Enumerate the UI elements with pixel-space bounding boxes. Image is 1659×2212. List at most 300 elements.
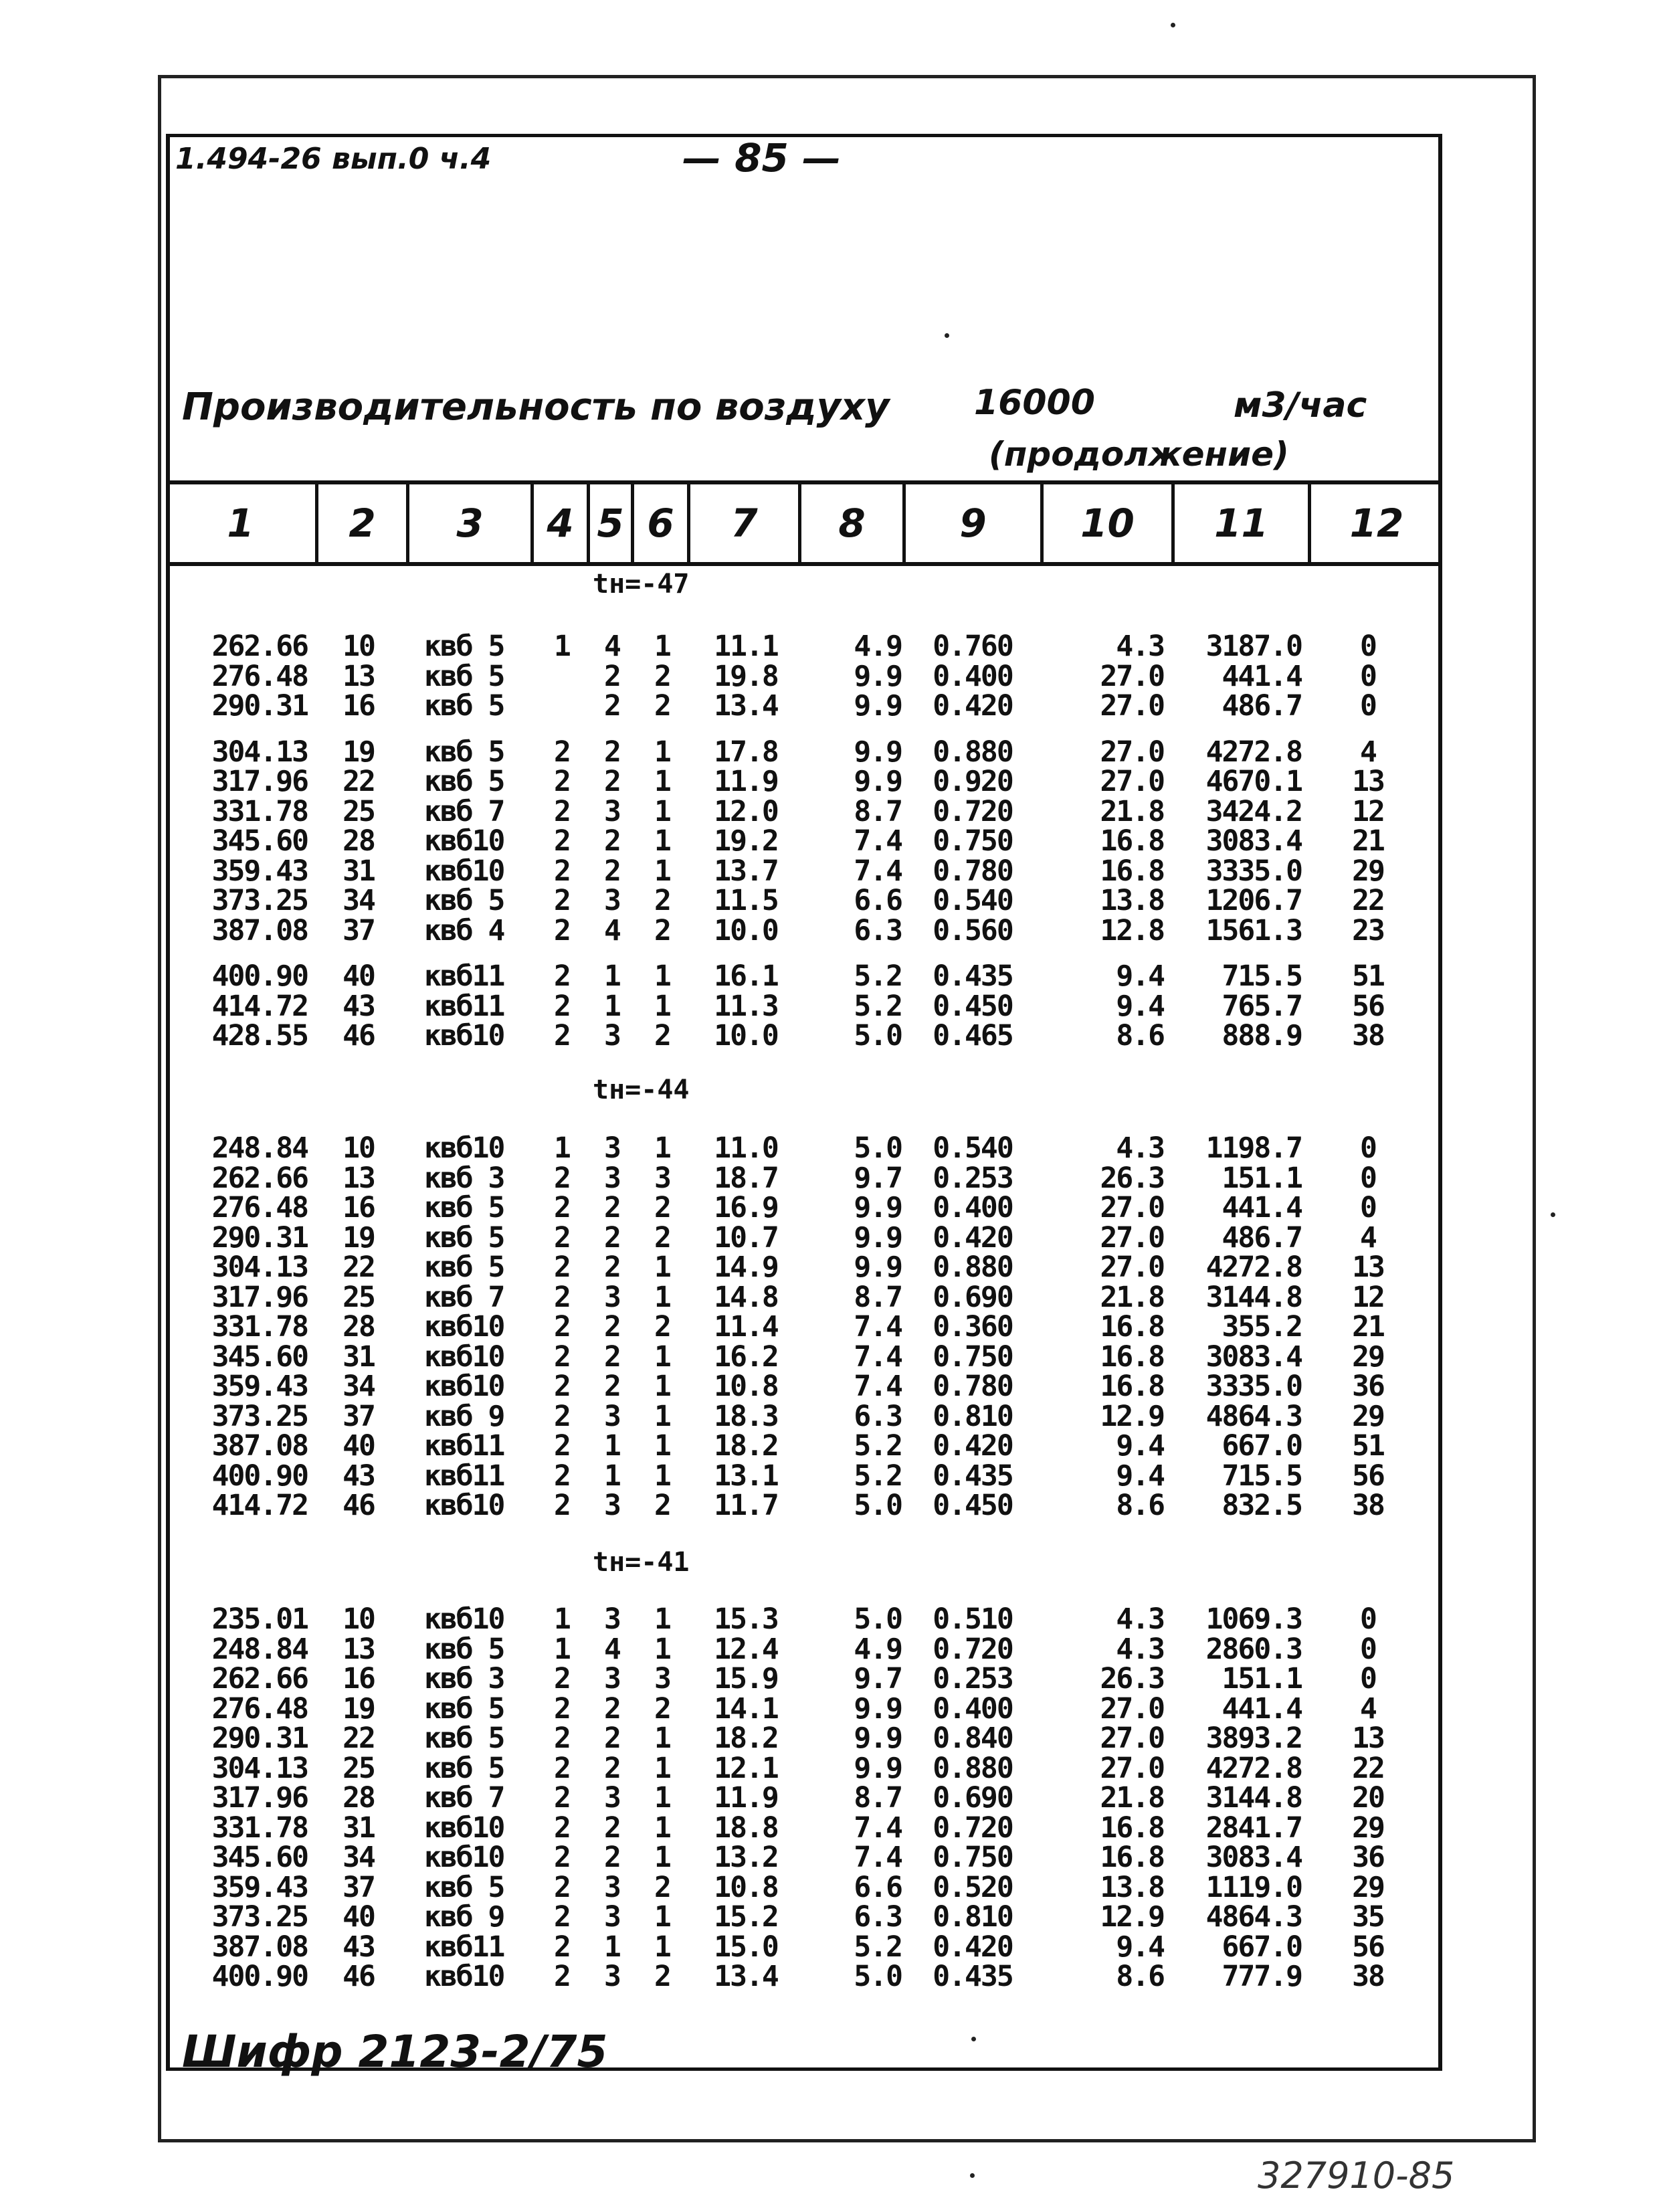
table-cell: 1 [654, 824, 670, 858]
table-cell: 12.9 [1100, 1900, 1164, 1934]
table-row [166, 1932, 1442, 1962]
table-cell: квб 7 [424, 1280, 504, 1314]
table-cell: 2 [554, 1429, 570, 1463]
table-cell: 18.7 [714, 1161, 778, 1195]
table-cell: 0.880 [933, 735, 1013, 769]
table-cell: 29 [1352, 854, 1384, 888]
table-cell: 13.1 [714, 1459, 778, 1493]
table-cell: 486.7 [1222, 689, 1302, 723]
table-cell: 1 [604, 1930, 620, 1964]
table-cell: 317.96 [211, 765, 308, 798]
table-cell: 1 [654, 1251, 670, 1284]
table-cell: 2 [554, 1870, 570, 1904]
section-rows [166, 632, 1442, 1051]
table-cell: 46 [343, 1019, 375, 1052]
table-cell: квб 5 [424, 1191, 504, 1224]
table-cell: 3 [604, 1960, 620, 1993]
table-cell: 331.78 [211, 794, 308, 828]
table-cell: 26.3 [1100, 1161, 1164, 1195]
table-cell: 6.6 [854, 884, 902, 917]
table-cell: 331.78 [211, 1310, 308, 1344]
table-cell: 3 [604, 1489, 620, 1522]
table-cell: 19 [343, 735, 375, 769]
table-cell: 262.66 [211, 630, 308, 663]
table-cell: 2 [654, 913, 670, 947]
table-cell: 0.540 [933, 884, 1013, 917]
table-row [166, 1632, 1442, 1666]
table-cell: 276.48 [211, 659, 308, 693]
table-cell: 0 [1360, 1602, 1376, 1636]
table-cell: квб10 [424, 1602, 504, 1636]
table-cell: 0.400 [933, 1191, 1013, 1224]
column-header: 7 [690, 484, 801, 562]
column-header: 5 [590, 484, 634, 562]
table-cell: 3083.4 [1205, 1841, 1302, 1874]
table-cell: 9.4 [1116, 1459, 1164, 1493]
table-row [166, 1193, 1442, 1223]
table-cell: квб11 [424, 1459, 504, 1493]
table-cell: 2 [554, 1280, 570, 1314]
table-cell: 9.9 [854, 765, 902, 798]
table-cell: 5.2 [854, 959, 902, 993]
table-cell: 4.3 [1116, 630, 1164, 663]
table-cell: 37 [343, 1870, 375, 1904]
table-cell: 2 [604, 1220, 620, 1255]
table-cell: 2 [554, 1751, 570, 1785]
table-cell: 262.66 [211, 1662, 308, 1695]
table-cell: квб 5 [424, 735, 504, 769]
table-row [166, 1280, 1442, 1314]
table-cell: 10 [343, 1602, 375, 1636]
table-row [166, 826, 1442, 856]
table-row [166, 1664, 1442, 1694]
table-cell: 387.08 [211, 1930, 308, 1964]
table-cell: 40 [343, 1900, 375, 1934]
table-cell: квб10 [424, 1489, 504, 1522]
table-cell: 13 [1352, 1251, 1384, 1284]
table-cell: 1 [654, 1811, 670, 1845]
table-cell: 11.9 [714, 1781, 778, 1815]
table-cell: 2 [654, 1870, 670, 1904]
table-row [166, 1724, 1442, 1754]
table-cell: 1198.7 [1205, 1131, 1302, 1165]
table-cell: 4 [1360, 1220, 1376, 1255]
table-cell: 373.25 [211, 1900, 308, 1934]
table-cell: 2 [554, 959, 570, 993]
table-cell: 5.0 [854, 1131, 902, 1165]
table-cell: 10 [343, 1131, 375, 1165]
table-cell: квб 3 [424, 1662, 504, 1695]
table-cell: квб10 [424, 1841, 504, 1874]
column-header: 12 [1349, 500, 1404, 546]
table-cell: 2 [604, 1370, 620, 1403]
table-cell: 9.4 [1116, 959, 1164, 993]
table-cell: 3 [604, 1662, 620, 1695]
table-cell: 2 [654, 1220, 670, 1255]
cipher-label: Шифр 2123-2/75 [182, 2026, 608, 2078]
table-cell: 414.72 [211, 989, 308, 1023]
table-cell: 2 [554, 1161, 570, 1195]
table-cell: 3335.0 [1205, 854, 1302, 888]
table-cell: 1 [654, 1340, 670, 1374]
table-cell: 7.4 [854, 854, 902, 888]
table-cell: 26.3 [1100, 1662, 1164, 1695]
table-cell: 387.08 [211, 913, 308, 947]
table-cell: 25 [343, 1280, 375, 1314]
table-cell: 13.8 [1100, 1870, 1164, 1904]
table-cell: 1 [654, 1632, 670, 1666]
table-cell: 10.7 [714, 1220, 778, 1255]
table-cell: 765.7 [1222, 989, 1302, 1023]
table-cell: 2 [604, 659, 620, 693]
section-rows [166, 1604, 1442, 1992]
table-row [166, 691, 1442, 721]
table-cell: 2 [654, 884, 670, 917]
table-cell: 2 [604, 689, 620, 723]
table-cell: 3144.8 [1205, 1781, 1302, 1815]
table-row [166, 1021, 1442, 1051]
table-row [166, 1133, 1442, 1164]
column-header: 6 [634, 484, 690, 562]
table-cell: 2 [604, 824, 620, 858]
table-cell: квб 5 [424, 884, 504, 917]
table-cell: 0.435 [933, 959, 1013, 993]
table-cell: 9.9 [854, 1722, 902, 1755]
table-cell: 0.750 [933, 1841, 1013, 1874]
table-cell: квб 5 [424, 765, 504, 798]
table-cell: 16.8 [1100, 1841, 1164, 1874]
capacity-unit: м3/час [1234, 385, 1367, 426]
table-cell: 1 [654, 794, 670, 828]
table-cell: квб10 [424, 1340, 504, 1374]
table-cell: 56 [1352, 1459, 1384, 1493]
table-cell: 1119.0 [1205, 1870, 1302, 1904]
table-cell: 2 [554, 1841, 570, 1874]
table-cell: 2 [604, 765, 620, 798]
table-cell: 12.8 [1100, 913, 1164, 947]
table-cell: 15.0 [714, 1930, 778, 1964]
table-cell: квб 5 [424, 1870, 504, 1904]
table-cell: 16.8 [1100, 1811, 1164, 1845]
table-cell: 2 [554, 1781, 570, 1815]
table-cell: 1 [654, 1399, 670, 1433]
table-cell: 14.1 [714, 1691, 778, 1726]
table-cell: 4.9 [854, 1632, 902, 1666]
table-cell: квб10 [424, 1019, 504, 1052]
scan-speck [945, 333, 949, 338]
table-cell: 13 [343, 1632, 375, 1666]
table-cell: 832.5 [1222, 1489, 1302, 1522]
table-cell: 16.8 [1100, 854, 1164, 888]
table-cell: 19 [343, 1220, 375, 1255]
table-cell: 9.9 [854, 1691, 902, 1726]
table-cell: 0.780 [933, 854, 1013, 888]
table-cell: 9.9 [854, 1191, 902, 1224]
table-row [166, 767, 1442, 797]
table-cell: 2 [604, 1811, 620, 1845]
table-cell: квб10 [424, 824, 504, 858]
table-cell: 0.450 [933, 989, 1013, 1023]
table-cell: квб 5 [424, 1751, 504, 1785]
table-cell: 6.6 [854, 1870, 902, 1904]
table-cell: 667.0 [1222, 1429, 1302, 1463]
table-cell: 4.3 [1116, 1131, 1164, 1165]
table-cell: квб 3 [424, 1161, 504, 1195]
table-row [166, 1604, 1442, 1635]
table-cell: 1 [654, 1751, 670, 1785]
table-cell: 38 [1352, 1489, 1384, 1522]
table-cell: 1561.3 [1205, 913, 1302, 947]
table-cell: 4272.8 [1205, 735, 1302, 769]
table-cell: квб 7 [424, 794, 504, 828]
table-cell: 2 [654, 1960, 670, 1993]
table-cell: 0 [1360, 630, 1376, 663]
table-row [166, 1813, 1442, 1843]
table-cell: 2 [554, 1191, 570, 1224]
table-cell: 9.4 [1116, 1930, 1164, 1964]
table-cell: 3424.2 [1205, 794, 1302, 828]
table-cell: 304.13 [211, 735, 308, 769]
table-cell: 0.880 [933, 1251, 1013, 1284]
table-cell: 9.7 [854, 1662, 902, 1695]
table-cell: 3 [604, 1019, 620, 1052]
table-cell: 27.0 [1100, 689, 1164, 723]
table-cell: 11.5 [714, 884, 778, 917]
table-cell: квб 9 [424, 1900, 504, 1934]
table-cell: 4.3 [1116, 1602, 1164, 1636]
table-cell: 7.4 [854, 1310, 902, 1344]
table-cell: 13.7 [714, 854, 778, 888]
table-cell: 17.8 [714, 735, 778, 769]
table-row [166, 1870, 1442, 1904]
table-cell: квб11 [424, 1930, 504, 1964]
table-cell: квб11 [424, 989, 504, 1023]
table-row [166, 1220, 1442, 1255]
table-cell: 1 [654, 989, 670, 1023]
table-cell: квб 5 [424, 1691, 504, 1726]
table-cell: квб 7 [424, 1781, 504, 1815]
table-cell: 56 [1352, 989, 1384, 1023]
section-rows [166, 1133, 1442, 1521]
page-number: — 85 — [682, 135, 842, 181]
table-cell: 2 [554, 989, 570, 1023]
table-cell: 4272.8 [1205, 1251, 1302, 1284]
table-cell: 9.4 [1116, 989, 1164, 1023]
table-cell: 0.360 [933, 1310, 1013, 1344]
table-cell: 10.8 [714, 1370, 778, 1403]
table-cell: 7.4 [854, 824, 902, 858]
table-cell: квб 5 [424, 1251, 504, 1284]
table-cell: 1 [554, 630, 570, 663]
table-cell: 13.8 [1100, 884, 1164, 917]
table-cell: 16 [343, 689, 375, 723]
table-cell: 1 [654, 1429, 670, 1463]
table-cell: 23 [1352, 913, 1384, 947]
table-cell: 276.48 [211, 1691, 308, 1726]
table-cell: квб10 [424, 1811, 504, 1845]
table-cell: 9.9 [854, 1220, 902, 1255]
table-cell: 5.0 [854, 1019, 902, 1052]
table-cell: квб11 [424, 1429, 504, 1463]
table-cell: 3 [604, 1280, 620, 1314]
table-cell: 3 [604, 884, 620, 917]
table-row [166, 1902, 1442, 1932]
table-cell: 4 [604, 630, 620, 663]
table-row [166, 913, 1442, 947]
table-cell: 9.7 [854, 1161, 902, 1195]
table-cell: 29 [1352, 1811, 1384, 1845]
table-cell: 21 [1352, 824, 1384, 858]
table-cell: 2 [554, 1691, 570, 1726]
scan-speck [1551, 1212, 1555, 1217]
table-cell: 2 [604, 1691, 620, 1726]
table-cell: 715.5 [1222, 959, 1302, 993]
table-cell: 400.90 [211, 1960, 308, 1993]
table-cell: 441.4 [1222, 1191, 1302, 1224]
table-cell: 4864.3 [1205, 1399, 1302, 1433]
table-cell: 5.2 [854, 1459, 902, 1493]
table-cell: 1 [654, 1930, 670, 1964]
table-row [166, 1399, 1442, 1433]
table-cell: 715.5 [1222, 1459, 1302, 1493]
table-cell: 12 [1352, 1280, 1384, 1314]
table-cell: квб 4 [424, 913, 504, 947]
table-cell: 2 [554, 1722, 570, 1755]
table-cell: 1 [654, 959, 670, 993]
table-cell: 1 [654, 1900, 670, 1934]
table-cell: 414.72 [211, 1489, 308, 1522]
table-cell: 2 [554, 1220, 570, 1255]
table-cell: 0.720 [933, 1811, 1013, 1845]
table-cell: 359.43 [211, 1370, 308, 1403]
table-cell: 21.8 [1100, 1280, 1164, 1314]
table-cell: 25 [343, 1751, 375, 1785]
scan-speck [971, 2037, 976, 2041]
table-cell: 355.2 [1222, 1310, 1302, 1344]
table-cell: 1 [554, 1131, 570, 1165]
table-row [166, 794, 1442, 828]
table-cell: 0.400 [933, 659, 1013, 693]
table-cell: 9.9 [854, 1251, 902, 1284]
table-cell: 1 [654, 1602, 670, 1636]
table-cell: 0 [1360, 659, 1376, 693]
table-cell: 13 [1352, 765, 1384, 798]
table-cell: 2 [554, 1811, 570, 1845]
table-cell: 18.2 [714, 1429, 778, 1463]
table-cell: 29 [1352, 1340, 1384, 1374]
table-row [166, 1431, 1442, 1461]
table-cell: 400.90 [211, 959, 308, 993]
table-cell: 14.8 [714, 1280, 778, 1314]
table-cell: 1 [654, 1370, 670, 1403]
table-cell: 2 [654, 1019, 670, 1052]
table-cell: 37 [343, 913, 375, 947]
table-cell: 2 [554, 824, 570, 858]
table-cell: 0 [1360, 1161, 1376, 1195]
table-cell: 0.435 [933, 1459, 1013, 1493]
table-cell: 27.0 [1100, 659, 1164, 693]
table-cell: 2 [554, 1662, 570, 1695]
table-cell: 317.96 [211, 1280, 308, 1314]
table-cell: 0.465 [933, 1019, 1013, 1052]
table-cell: 0.690 [933, 1280, 1013, 1314]
table-cell: 38 [1352, 1019, 1384, 1052]
table-cell: 15.2 [714, 1900, 778, 1934]
scan-speck [970, 2173, 975, 2178]
table-cell: 18.8 [714, 1811, 778, 1845]
table-cell: 12 [1352, 794, 1384, 828]
table-cell: 400.90 [211, 1459, 308, 1493]
table-cell: квб 5 [424, 630, 504, 663]
table-cell: квб 9 [424, 1399, 504, 1433]
table-cell: 27.0 [1100, 1251, 1164, 1284]
table-cell: 2 [554, 1019, 570, 1052]
table-cell: 46 [343, 1960, 375, 1993]
table-cell: 0.420 [933, 1930, 1013, 1964]
table-cell: 1 [654, 1722, 670, 1755]
table-row [166, 856, 1442, 887]
table-cell: 345.60 [211, 1841, 308, 1874]
table-cell: 2 [554, 913, 570, 947]
table-cell: 31 [343, 854, 375, 888]
table-cell: 2 [604, 1251, 620, 1284]
table-cell: 27.0 [1100, 1191, 1164, 1224]
table-cell: 43 [343, 1459, 375, 1493]
table-cell: 16.8 [1100, 824, 1164, 858]
table-cell: квб10 [424, 1960, 504, 1993]
table-cell: 22 [343, 1251, 375, 1284]
table-cell: квб10 [424, 1310, 504, 1344]
table-cell: 2 [654, 1691, 670, 1726]
table-row [166, 1461, 1442, 1491]
table-cell: 0.760 [933, 630, 1013, 663]
table-cell: 0.450 [933, 1489, 1013, 1522]
table-cell: 40 [343, 1429, 375, 1463]
table-cell: 7.4 [854, 1370, 902, 1403]
table-cell: 1 [654, 1280, 670, 1314]
table-cell: 0.690 [933, 1781, 1013, 1815]
table-cell: 4 [1360, 1691, 1376, 1726]
table-cell: 11.4 [714, 1310, 778, 1344]
section-title: tн=-44 [593, 1075, 690, 1105]
table-cell: 2 [554, 1251, 570, 1284]
table-cell: 373.25 [211, 1399, 308, 1433]
table-row [166, 632, 1442, 662]
table-cell: 2 [604, 854, 620, 888]
table-row [166, 886, 1442, 916]
table-cell: 2 [554, 1399, 570, 1433]
table-cell: 2 [554, 735, 570, 769]
table-cell: 51 [1352, 1429, 1384, 1463]
table-cell: 35 [1352, 1900, 1384, 1934]
table-cell: 0.253 [933, 1662, 1013, 1695]
table-cell: 248.84 [211, 1632, 308, 1666]
table-cell: 51 [1352, 959, 1384, 993]
table-cell: 9.4 [1116, 1429, 1164, 1463]
table-cell: 1206.7 [1205, 884, 1302, 917]
table-row [166, 737, 1442, 767]
table-cell: 21.8 [1100, 794, 1164, 828]
table-cell: 4 [604, 913, 620, 947]
table-cell: 1 [654, 1131, 670, 1165]
table-cell: 2 [654, 689, 670, 723]
table-cell: 3083.4 [1205, 1340, 1302, 1374]
scan-speck [1171, 23, 1175, 27]
table-cell: 0.420 [933, 1429, 1013, 1463]
table-cell: 276.48 [211, 1191, 308, 1224]
table-cell: 46 [343, 1489, 375, 1522]
table-cell: квб 5 [424, 689, 504, 723]
